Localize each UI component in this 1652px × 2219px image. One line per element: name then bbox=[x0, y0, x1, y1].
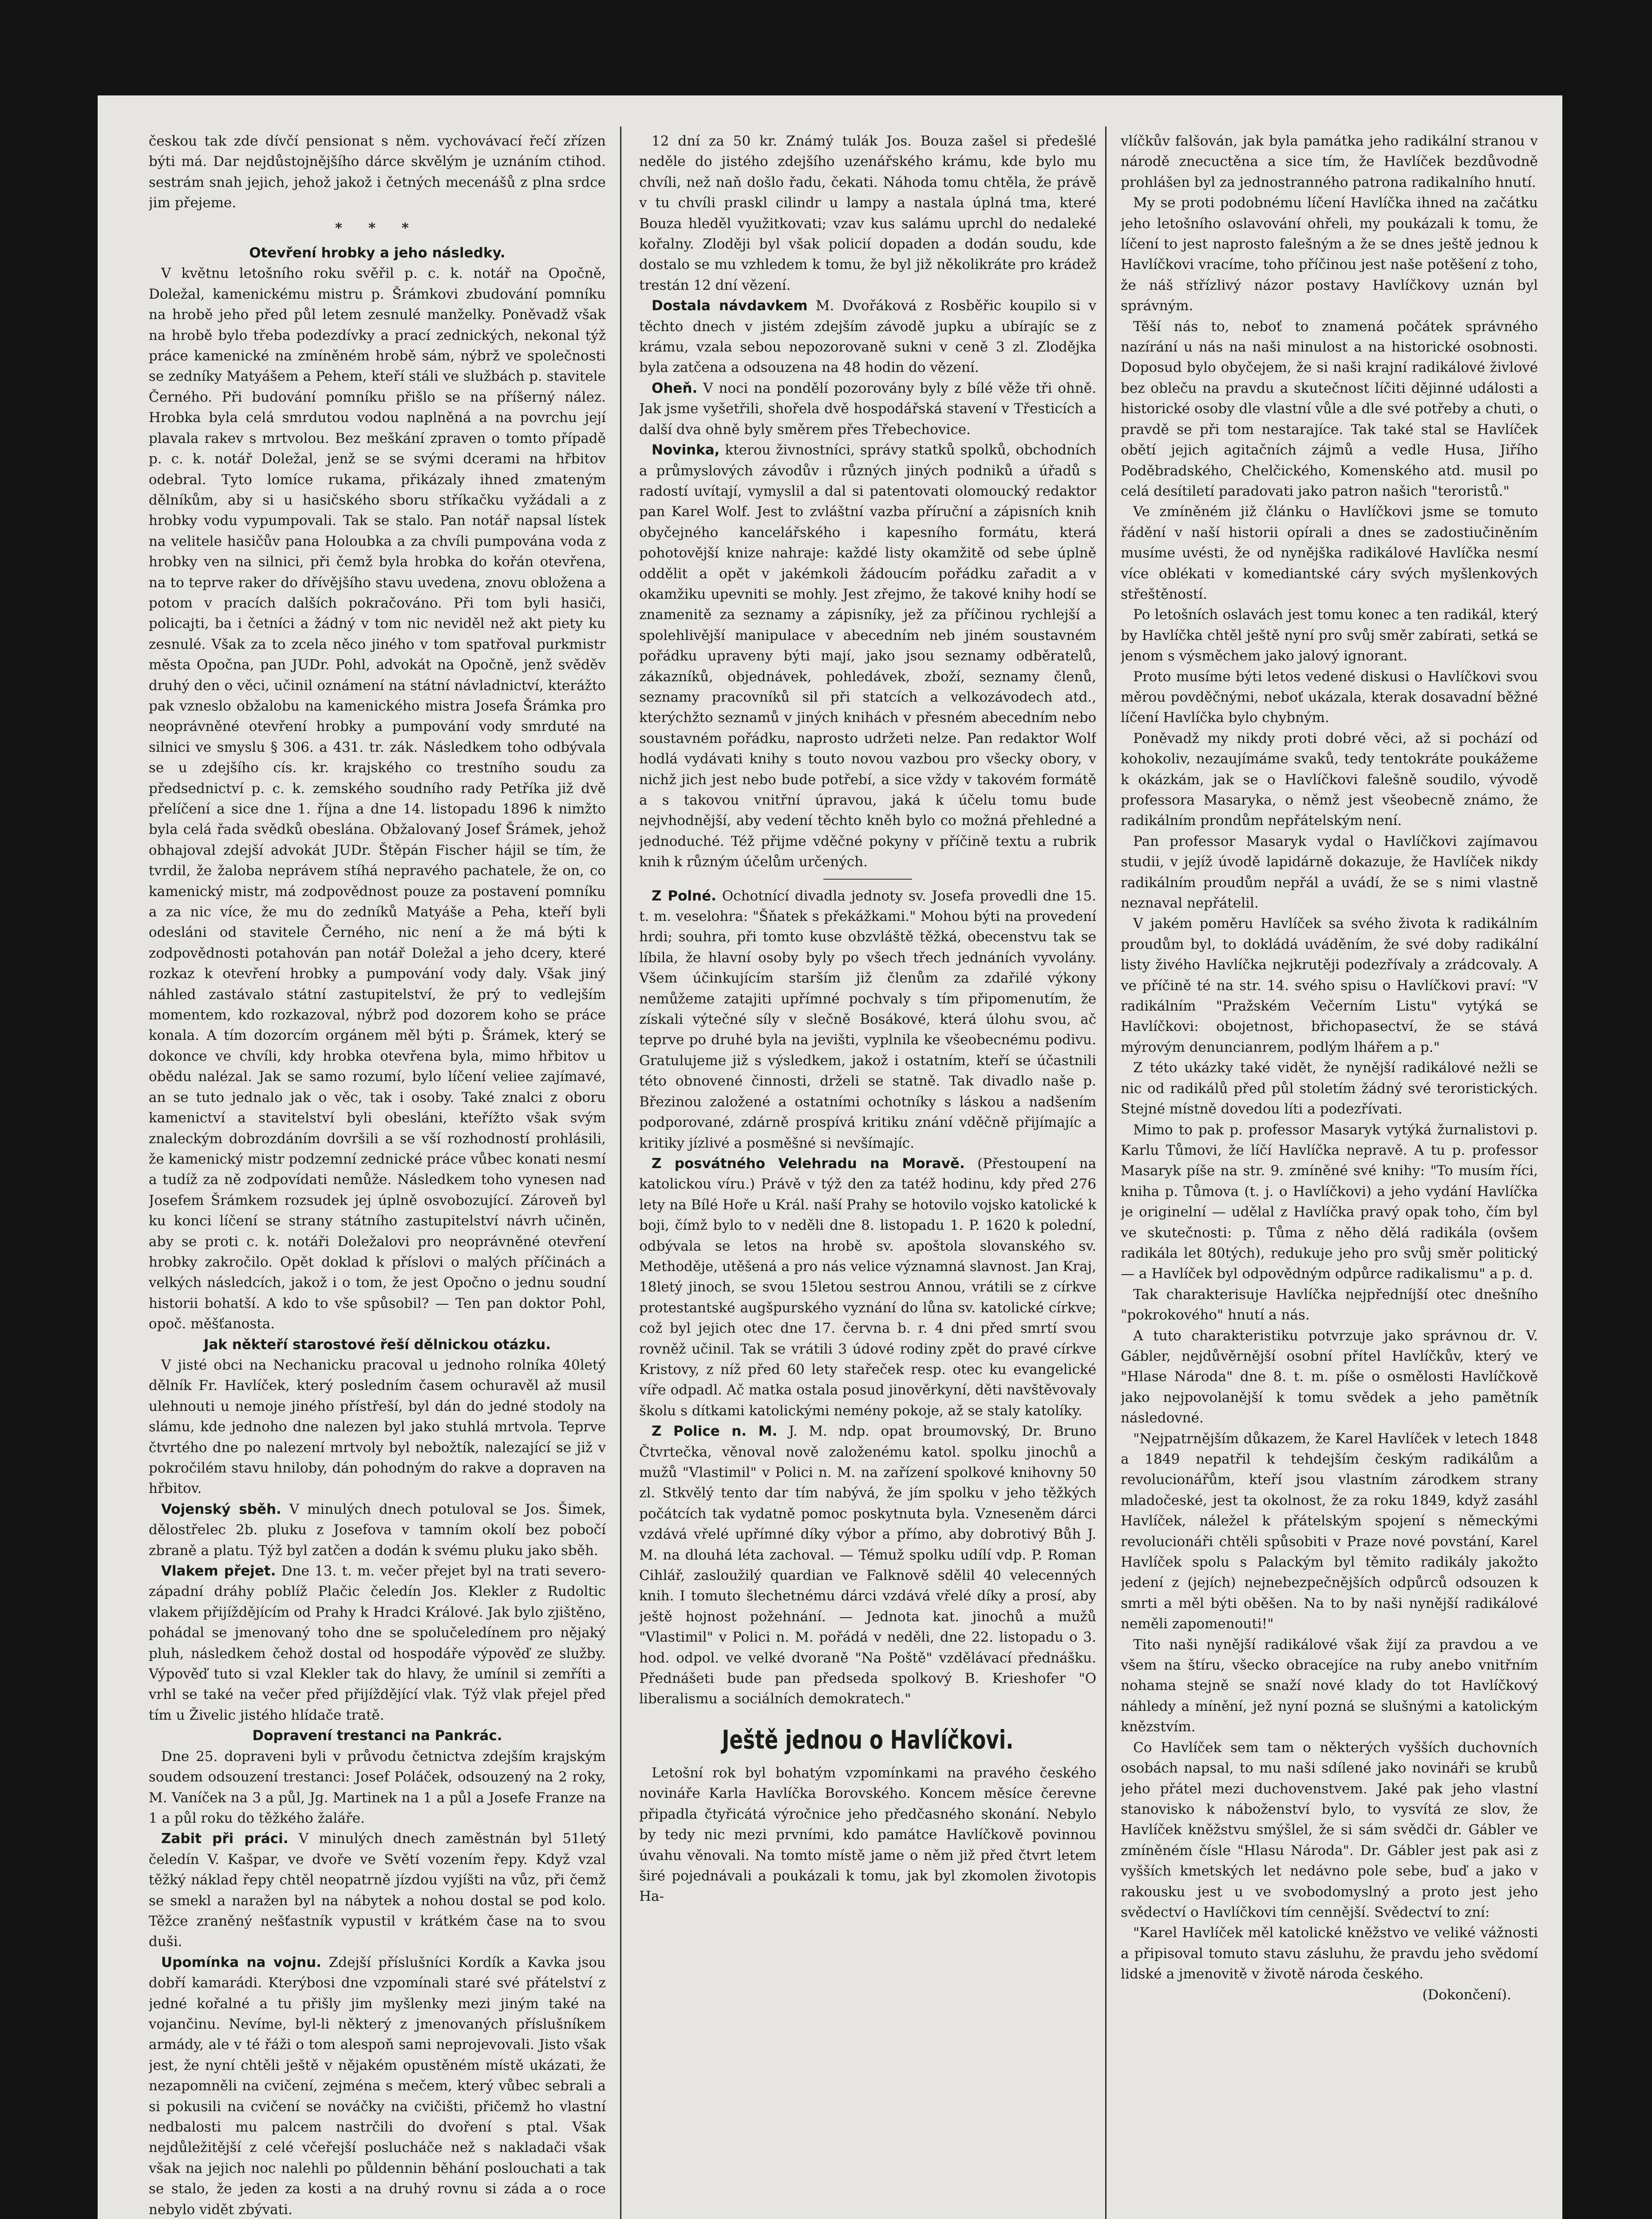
havlicek-paragraph: Tito naši nynější radikálové však žijí za pravdou a ve všem na štíru, všecko obracejíce na ruby anebo vnitřním nohama stejně se snaží nové klady do tot Havlíčkový náhledy a mínění, jež nyní pozná se slušnými a katolickým knězstvím. bbox=[1121, 1636, 1538, 1735]
havlicek-paragraph: Těší nás to, neboť to znamená počátek správného nazírání u nás na naši minulost a na historické osobnosti. Doposud bylo obyčejem, že si naši krajní radikálové živlové bez obleču na pravdu a skutečnost líčiti dějinné události a historické osoby dle vlastní vůle a dle své potřeby a chuti, o pravdě se při tom nestarajíce. Tak také stal se Havlíček obětí jejich agitačních zájmů a vedle Husa, Jiřího Poděbradského, Chelčického, Komenského atd. musil po celá desítiletí paradovati jako patron našich "teroristů." bbox=[1121, 318, 1538, 499]
havlicek-paragraph: Poněvadž my nikdy proti dobré věci, až si pochází od kohokoliv, nezaujímáme svaků, tedy tentokráte poukážeme k okázkám, jak se o Havlíčkovi falešně soudilo, vývodě professora Masaryka, o němž jest všeobecně známo, že radikálním prondům nepřátelským není. bbox=[1121, 730, 1538, 829]
havlicek-paragraph: My se proti podobnému líčení Havlíčka ihned na začátku jeho letošního oslavování ohřeli, my poukázali k tomu, že líčení to jest naprosto falešným a že se dnes ještě jednou k Havlíčkovi vracíme, toho příčinou jest naše potěšení z toho, že náš střízlivý názor postavy Havlíčkovy uznán byl správným. bbox=[1121, 195, 1538, 314]
headline-velehrad: Z posvátného Velehradu na Moravě. bbox=[652, 1155, 965, 1172]
headline-hrobka: Otevření hrobky a jeho následky. bbox=[249, 245, 506, 261]
intro-paragraph: českou tak zde dívčí pensionat s něm. vychovávací řečí zřízen býti má. Dar nejdůstojnějšího dárce skvělým je uznáním ctihod. sestrám snah jejich, jehož jakož i četných mecenášů z plna srdce jim přejeme. bbox=[149, 133, 606, 211]
to-be-continued: (Dokončení). bbox=[1422, 1986, 1511, 2003]
headline-novinka: Novinka, bbox=[652, 442, 720, 458]
headline-zabit: Zabit při práci. bbox=[161, 1831, 289, 1847]
headline-navdavek: Dostala návdavkem bbox=[652, 298, 808, 314]
article-upominka: Zdejší příslušníci Kordík a Kavka jsou dobří kamarádi. Kterýbosi dne vzpomínali staré své přátelství z jedné kořalné a tu přišly jim myšlenky mezi jiným také na vojančinu. Nevíme, byl-li některý z jmenovaných příslušníkem armády, ale v té řáži o tom alespoň sami neprojevovali. Jisto však jest, že nyní chtěli ještě v nějakém opustěném místě ukázati, že nezapomněli na cvičení, zejména s mečem, který vůbec sebrali a si pokusili na cvičení se nováčky na cvičišti, přičemž ho vlastní nedbalosti mu palcem nastrčili do dvoření s ptal. Však nejdůležitější z celé včeřejší poslucháče než s nakladači však však na jejich noc nalehli po půldennin běhání poslouchati a tak se stalo, že jeden za kosti a na druhý rovnu si záda a o roce nebylo vidět zbývati. bbox=[149, 1954, 606, 2218]
separator-rule bbox=[823, 879, 912, 880]
havlicek-paragraph: "Karel Havlíček měl katolické kněžstvo ve veliké vážnosti a připisoval tomuto stavu zásluhu, že pravdu jeho svědomí lidské a jmenovitě v životě národa českého. bbox=[1121, 1925, 1538, 1982]
headline-polna: Z Polné. bbox=[652, 888, 716, 904]
headline-havlicek: Ještě jednou o Havlíčkovi. bbox=[722, 1724, 1014, 1755]
havlicek-paragraph: Pan professor Masaryk vydal o Havlíčkovi zajímavou studii, v jejíž úvodě lapidárně dokazuje, že Havlíček nikdy radikálním proudům nepřál a uvádí, že se s nimi vlastně neznaval nepřátelil. bbox=[1121, 833, 1538, 912]
column-divider bbox=[1105, 126, 1107, 2219]
article-hrobka: V květnu letošního roku svěřil p. c. k. notář na Opočně, Doležal, kamenickému mistru p. Šrámkovi zbudování pomníku na hrobě jeho před půl letem zesnulé manželky. Poněvadž však na hrobě bylo třeba podezdívky a prací zednických, nekonal týž práce kamenické na zmíněném hrobě sám, nýbrž ve společnosti se zedníky Matyášem a Pehem, kteří stáli ve službách p. stavitele Černého. Při budování pomníku přišlo se na příšerný nález. Hrobka byla celá smrdutou vodou naplněná a na povrchu její plavala rakev s mrtvolou. Bez meškání zpraven o tomto případě p. c. k. notář Doležal, jenž se se svými dcerami na hřbitov odebral. Tyto lomíce rukama, přikázaly ihned zmateným dělníkům, aby si u hasičského sboru stříkačku vyžádali a z hrobky vodu vypumpovali. Tak se stalo. Pan notář napsal lístek na velitele hasičův pana Holoubka a za chvíli pumpována voda z hrobky ven na silnici, při čemž byla hrobka do kořán otevřena, na to teprve raker do dřívějšího stavu uvedena, znovu obložena a potom v pracích dalších pokračováno. Při tom byli hasiči, policajti, ba i četníci a žádný v tom nic neviděl než akt piety ku zesnulé. Však za to zcela něco jiného v tom spatřoval purkmistr města Opočna, pan JUDr. Pohl, advokát na Opočně, jenž svěděv druhý den o věci, učinil oznámení na státní návladnictví, kterážto pak vzneslo obžalobu na kamenického mistra Josefa Šrámka pro neoprávněné otevření hrobky a pumpování vody smrduté na silnici ve smyslu § 306. a 431. tr. zák. Následkem toho odbývala se u zdejšího cís. kr. krajského co trestního soudu za předsednictví p. c. k. zemského soudního rady Petříka již dvě přelíčení a sice dne 1. října a dne 14. listopadu 1896 k nimžto byla celá řada svědků obeslána. Obžalovaný Josef Šrámek, jehož obhajoval zdejší advokát JUDr. Štěpán Fischer hájil se tím, že tvrdil, že žaloba neprávem stíhá nepravého pachatele, že on, co kamenický mistr, má zodpovědnost pouze za postavení pomníku a za nic více, že mu do zedníků Matyáše a Peha, kteří byli odesláni od stavitele Černého, nic není a že má býti k zodpovědnosti potahován pan notář Doležal a jeho dcery, které rozkaz k otevření hrobky a pumpování vody daly. Však jiný náhled zastávalo státní zastupitelství, že prý to vedlejším momentem, kdo rozkazoval, nýbrž pod dozorem koho se práce konala. A tím dozorcím orgánem měl býti p. Šrámek, který se dokonce ve chvíli, kdy hrobka otevřena byla, mimo hřbitov u obědu nalézal. Jak se samo rozumí, bylo líčení veliee zajímavé, an se tuto jednalo jak o věc, tak i osoby. Také znalci z oboru kamenictví a stavitelství byli obesláni, kteřížto však svým znaleckým dobrozdáním dovršili a se vší rozhodností prohlásili, že kamenický mistr podzemní zednické práce vůbec konati nesmí a tudíž za ně zodpovídati nemůže. Následkem toho vynesen nad Josefem Šrámkem rozsudek jej úplně osvobozující. Zároveň byl ku konci líčení se strany státního zastupitelství návrh učiněn, aby se proti c. k. notáři Doležalovi pro neoprávněné otevření hrobky zakročilo. Opět doklad k příslovi o malých příčinách a velkých následcích, jakož i o tom, že jest Opočno o jednu soudní historii bohatší. A kdo to vše spůsobil? — Ten pan doktor Pohl, opoč. měšťanosta. bbox=[149, 265, 606, 1332]
article-novinka: kterou živnostníci, správy statků spolků, obchodních a průmyslových závodův i různých jiných podniků a úřadů s radostí uvítají, vymyslil a dal si patentovati olomoucký redaktor pan Karel Wolf. Jest to zvláštní vazba příruční a zápisních knih obyčejného kancelářského i kapesního formátu, která pohotovější knize nahraje: každé listy okamžitě od sebe úplně oddělit a opět v jakémkoli žádoucím pořádku zařadit a v okamžiku upevniti se mohly. Jest zřejmo, že takové knihy hodí se znamenitě za seznamy a zápisníky, jež za příčinou rychlejší a spolehlivější manipulace v abecedním neb jiném soustavném pořádku upraveny býti mají, jako jsou seznamy odběratelů, zákazníků, objednávek, pohledávek, zboží, seznamy členů, seznamy pracovníků sil při statcích a velkozávodech atd., kterýchžto seznamů v jiných knihách v přesném abecedním nebo soustavném pořádku, naprosto udržeti nelze. Pan redaktor Wolf hodlá vydávati knihy s touto novou vazbou pro všecky obory, v nichž jich jest nebo bude potřebí, a sice vždy v takovém formátě a s takovou vnitřní úpravou, jaká k účelu tomu bude nejvhodnější, aby vedení těchto kněh bylo co možná přehledné a jednoduché. Též přijme vděčné pokyny v příčině textu a rubrik knih k různým účelům určených. bbox=[639, 442, 1096, 870]
havlicek-paragraph: Po letošních oslavách jest tomu konec a ten radikál, který by Havlíčka chtěl ještě nyní pro svůj směr zabírati, setká se jenom s výsměchem jako jalový ignorant. bbox=[1121, 607, 1538, 664]
havlicek-paragraph: Ve zmíněném již článku o Havlíčkovi jsme se tomuto řádění v naší historii opírali a dnes se zadostiučiněním musíme uvésti, že od nynějška radikálové Havlíčka nesmí více oblékati v komediantské cáry svých myšlenkových střeštěností. bbox=[1121, 504, 1538, 602]
havlicek-paragraph: Co Havlíček sem tam o některých vyšších duchovních osobách napsal, to mu naši sdílené jako novináři se krubů jeho přátel mezi duchovenstvem. Jaké pak jeho vlastní stanovisko k náboženství bylo, to vysvítá ze slov, že Havlíček kněžstvu smýšlel, že si sám svědči dr. Gábler ve zmíněném čísle "Hlasu Národa". Dr. Gábler jest pak asi z vyšších kmetských let nedávno pole sebe, buď a jako v rakousku jest u ve svobodomyslný a proto jest jeho svědectví o Havlíčkovi tím cennější. Svědectví to zní: bbox=[1121, 1739, 1538, 1920]
column-right bbox=[1121, 131, 1538, 2219]
havlicek-paragraph: Tak charakterisuje Havlíčka nejpředníjší otec dnešního "pokrokového" hnutí a nás. bbox=[1121, 1286, 1538, 1323]
section-stars: * * * bbox=[335, 220, 420, 236]
article-velehrad: (Přestoupení na katolickou víru.) Právě v týž den za tatéž hodinu, kdy před 276 lety na Bílé Hoře u Král. naší Prahy se hotovilo vojsko katolické k boji, čímž bylo to v neděli dne 8. listopadu 1. P. 1620 k polední, odbývala se letos na hrobě sv. apoštola slovanského sv. Methoděje, utěšená a pro nás velice významná slavnost. Jan Kraj, 18letý jinoch, se svou 15letou sestrou Annou, vrátili se z církve protestantské augšpurského vyznání do lůna sv. katolické církve; což byl jejich otec dne 17. června b. r. 4 dni před smrtí svou rovněž učinil. Tak se vrátili 3 údové rodiny zpět do pravé církve Kristovy, z níž před 60 lety stařeček resp. otec ku evangelické víře odpadl. Ač matka ostala posud jinověrkyní, děti navštěvovaly školu s dítkami katolickými nemény pokoje, až se staly katolíky. bbox=[639, 1155, 1096, 1419]
article-12-dni: 12 dní za 50 kr. Známý tulák Jos. Bouza zašel si předešlé neděle do jistého zdejšího uzenářského krámu, kde bylo mu chvíli, než naň došlo řadu, čekati. Náhoda tomu chtěla, že právě v tu chvíli praskl cilindr u lampy a nastala úplná tma, které Bouza hleděl využitkovati; vzav kus salámu uprchl do nedaleké kořalny. Zloději byl však policií dopaden a dodán soudu, kde dostalo se mu vzhledem k tomu, že byl již několikráte pro krádež trestán 12 dní vězení. bbox=[639, 133, 1096, 293]
headline-sbeh: Vojenský sběh. bbox=[161, 1501, 281, 1517]
column-middle bbox=[639, 131, 1096, 2219]
article-ohen: V noci na pondělí pozorovány byly z bílé věže tři ohně. Jak jsme vyšetřili, shořela dvě hospodářská stavení v Třesticích a další dva ohně byly směrem přes Třebechovice. bbox=[639, 380, 1096, 438]
havlicek-paragraph: A tuto charakteristiku potvrzuje jako správnou dr. V. Gábler, nejdůvěrnější osobní přítel Havlíčkův, který ve "Hlase Národa" dne 8. t. m. píše o osmělosti Havlíčkově jako nejpovolanější k tomu svědek a jeho pamětník následovné. bbox=[1121, 1327, 1538, 1426]
article-zabit: V minulých dnech zaměstnán byl 51letý čeledín V. Kašpar, ve dvoře ve Světí vozením řepy. Když vzal těžký náklad řepy chtěl neopatrně jízdou vyjíšti na vůz, při čemž se smekl a naražen byl na nábytek a nohou dostal se pod kolo. Těžce zraněný nešťastník vypustil v krátkém čase na to svou duši. bbox=[149, 1831, 606, 1950]
headline-vlak: Vlakem přejet. bbox=[161, 1563, 276, 1579]
havlicek-paragraph: vlíčkův falšován, jak byla památka jeho radikální stranou v národě znecuctěna a sice tím, že Havlíček bezdůvodně prohlášen byl za jednostranného patrona radikalního hnutí. bbox=[1121, 133, 1538, 190]
havlicek-paragraph: Mimo to pak p. professor Masaryk vytýká žurnalistovi p. Karlu Tůmovi, že líčí Havlíčka nepravě. A tu p. professor Masaryk píše na str. 9. zmíněné své knihy: "To musím říci, kniha p. Tůmova (t. j. o Havlíčkovi) a jeho vydání Havlíčka je originelní — udělal z Havlíčka pravý opak toho, čím byl ve skutečnosti: p. Tůma z něho dělá radikála (ovšem radikála let 80tých), redukuje jeho pro svůj směr politický — a Havlíček byl odpovědným odpůrce radikalismu" a p. d. bbox=[1121, 1121, 1538, 1282]
havlicek-paragraph: Proto musíme býti letos vedené diskusi o Havlíčkovi svou měrou povděčnými, neboť ukázala, kterak dosavadní běžné líčení Havlíčka bylo chybným. bbox=[1121, 668, 1538, 726]
headline-starostove: Jak někteří starostové řeší dělnickou otázku. bbox=[203, 1336, 551, 1353]
article-navdavek: M. Dvořáková z Rosběřic koupilo si v těchto dnech v jistém zdejším závodě jupku a ubírajíc se z krámu, vzala sebou nepozorovaně sukni v ceně 3 zl. Zlodějka byla zatčena a odsouzena na 48 hodin do vězení. bbox=[639, 298, 1096, 376]
article-sbeh: V minulých dnech potuloval se Jos. Šimek, dělostřelec 2b. pluku z Josefova v tamním okolí bez pobočí zbraně a platu. Týž byl zatčen a dodán k svému pluku jako sběh. bbox=[149, 1501, 606, 1559]
article-police: J. M. ndp. opat broumovský, Dr. Bruno Čtvrtečka, věnoval nově založenému katol. spolku jinochů a mužů "Vlastimil" v Polici n. M. na zařízení spolkové knihovny 50 zl. Stkvělý tento dar tím nabývá, že jím spolku v jeho těžkých počátcích tak vydatně pomoc poskytnuta byla. Vzneseněm dárci vzdává vřelé upřímné díky výbor a přímo, aby dobrotivý Bůh J. M. na dlouhá léta zachoval. — Témuž spolku udílí vdp. P. Roman Cihlář, zasloužilý quardian ve Falknově sdělil 40 velecenných knih. I tomuto šlechetnému dárci vzdává vřelé díky a prosí, aby ještě hojnost požehnání. — Jednota kat. jinochů a mužů "Vlastimil" v Polici n. M. pořádá v neděli, dne 22. listopadu o 3. hod. odpol. ve velké dvoraně "Na Poště" vzdělávací přednášku. Přednášeti bude pan předseda spolkový B. Krieshofer "O liberalismu a sociálních demokratech." bbox=[639, 1423, 1096, 1707]
article-trestanci: Dne 25. dopraveni byli v průvodu četnictva zdejším krajským soudem odsouzení trestanci: Josef Poláček, odsouzený na 2 roky, M. Vaníček na 3 a půl, Jg. Martinek na 1 a půl a Josefe Franze na 1 a půl roku do těžkého žaláře. bbox=[149, 1748, 606, 1826]
havlicek-paragraph: Z této ukázky také vidět, že nynější radikálové nežli se nic od radikálů před půl stoletím žádný své teroristických. Stejné místně dovedou líti a podezřívati. bbox=[1121, 1060, 1538, 1117]
headline-ohen: Oheň. bbox=[652, 380, 698, 396]
article-polna: Ochotnící divadla jednoty sv. Josefa provedli dne 15. t. m. veselohra: "Šňatek s překážkami." Mohou býti na provedení hrdi; souhra, při tomto kuse obzvláště těžká, obecenstvu tak se líbila, že hlavní osoby byly po všech třech jednáních vyvolány. Všem účinkujícím starším již členům za zdařilé výkony nemůžeme zatajiti upřímné pochvaly s tím připomenutím, že získali výtečné síly v slečně Bosákové, která úlohu svou, ač teprve po druhé byla na jevišti, vyplnila ke všeobecnému podivu. Gratulujeme již s výsledkem, jakož i ostatním, kteří se účastnili této obnovené činnosti, drželi se statně. Tak divadlo naše p. Březinou založené a ostatními ochotníky s láskou a nadšením podporované, zdárně prospívá kritiku znání vděčně přijímajíc a kritiky jízlivé a posměšné si nevšímajíc. bbox=[639, 888, 1096, 1151]
havlicek-paragraph: "Nejpatrnějším důkazem, že Karel Havlíček v letech 1848 a 1849 nepatřil k tehdejším českým radikálům a revolucionářům, kteří jsou vlastním zárodkem strany mladočeské, jest ta okolnost, že za roku 1849, když zasáhl Havlíček, náležel k přátelským spojení s německými revolucionáři chtěli spůsobiti v Praze nové povstání, Karel Havlíček spolu s Palackým byl těmito radikály jakožto jedení z (jejích) nejnebezpečnějších odpůrců odsouzen k smrti a měl býti oběšen. Na to by naši nynější radikálové neměli zapomenouti!" bbox=[1121, 1430, 1538, 1632]
havlicek-paragraph: V jakém poměru Havlíček sa svého života k radikálním proudům byl, to dokládá uváděním, že své doby radikální listy živého Havlíčka nejkrutěji podezřívaly a zrádcovaly. A ve příčině té na str. 14. svého spisu o Havlíčkovi praví: "V radikálním "Pražském Večerním Listu" vytýká se Havlíčkovi: obojetnost, břichopasectví, že se stává mýrovým denuncianrem, podlým lhářem a p." bbox=[1121, 916, 1538, 1055]
headline-trestanci: Dopravení trestanci na Pankrác. bbox=[252, 1728, 502, 1744]
headline-upominka: Upomínka na vojnu. bbox=[161, 1954, 322, 1970]
headline-police: Z Police n. M. bbox=[652, 1423, 778, 1440]
article-havlicek-start: Letošní rok byl bohatým vzpomínkami na pravého českého novináře Karla Havlíčka Borovského. Koncem měsíce čerevne připadla čtyřicátá výročnice jeho předčasného skonání. Nebylo by tedy nic mezi prvními, kdo památce Havlíčkově povinnou úvahu věnovali. Na tomto místě jame o něm již před čtvrt letem širé pojednávali a poukázali k tomu, jak byl zkomolen životopis Ha- bbox=[639, 1765, 1096, 1905]
newspaper-page bbox=[98, 95, 1562, 2219]
column-left bbox=[149, 131, 606, 2219]
article-vlak: Dne 13. t. m. večer přejet byl na trati severo-západní dráhy poblíž Plačic čeledín Jos. Klekler z Rudoltic vlakem přijíždějícím od Prahy k Hradci Králové. Jak bylo zjištěno, pohádal se jmenovaný toho dne se spolučeledínem pro nějaký pluh, následkem čehož dostal od hospodáře výpověď ze služby. Výpověď tuto si vzal Klekler tak do hlavy, že umínil si zemříti a vrhl se také na večer před přijíždějící vlak. Týž vlak přejel před tím u Živelic jistého hlídače tratě. bbox=[149, 1563, 606, 1723]
column-divider bbox=[620, 126, 621, 2219]
article-starostove: V jisté obci na Nechanicku pracoval u jednoho rolníka 40letý dělník Fr. Havlíček, který posledním časem ochuravěl až musil ulehnouti u nemoje jiného přístřeší, byl dán do jedné stodoly na slámu, kde jednoho dne nalezen byl jako stuhlá mrtvola. Teprve čtvrtého dne po nalezení mrtvoly byl nebožtík, nalezající se již v pokročilém stavu hniloby, dán pohodným do rakve a dopraven na hřbitov. bbox=[149, 1357, 606, 1497]
